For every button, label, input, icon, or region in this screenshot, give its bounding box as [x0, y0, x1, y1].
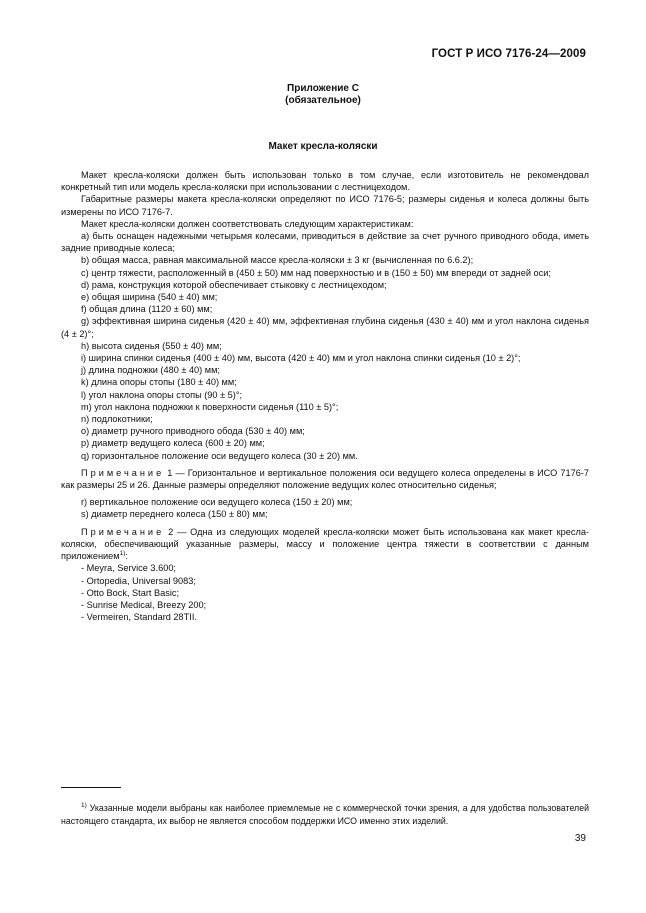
- appendix-subtitle: (обязательное): [285, 95, 361, 106]
- list-item: c) центр тяжести, расположенный в (450 ± 50) мм над поверхностью и в (150 ± 50) мм впереди от задней оси;: [81, 267, 551, 278]
- list-item: j) длина подножки (480 ± 40) мм;: [81, 365, 220, 376]
- list-item: g) эффективная ширина сиденья (420 ± 40) мм, эффективная глубина сиденья (430 ± 40) мм и угол наклона сиденья (4 ± 2)°;: [61, 316, 589, 339]
- footnote-text: Указанные модели выбраны как наиболее приемлемые не с коммерческой точки зрения, а для удобства пользователей настоящего стандарта, их выбор не является способом поддержки ИСО именно этих изделий.: [61, 802, 589, 826]
- note-text-end: :: [125, 551, 128, 562]
- document-id-header: ГОСТ Р ИСО 7176-24—2009: [431, 48, 586, 60]
- note-text: — Одна из следующих моделей кресла-коляски может быть использована как макет кресла-коляски, обеспечивающий указанные размеры, массу и положение центра тяжести в соответствии с данным приложением: [61, 526, 589, 562]
- list-item: a) быть оснащен надежными четырьмя колесами, приводиться в действие за счет ручного приводного обода, иметь задние приводные колеса;: [61, 231, 589, 254]
- list-item: k) длина опоры стопы (180 ± 40) мм;: [81, 377, 237, 388]
- appendix-heading: [0, 83, 646, 107]
- footnote-divider: [61, 787, 121, 788]
- list-item: i) ширина спинки сиденья (400 ± 40) мм, высота (420 ± 40) мм и угол наклона спинки сиденья (10 ± 2)°;: [81, 353, 521, 364]
- list-item: n) подлокотники;: [81, 414, 153, 425]
- note-number: 2: [164, 526, 174, 537]
- note-label: Примечание: [81, 467, 165, 478]
- characteristics-list-continued: [61, 496, 589, 520]
- list-item: - Sunrise Medical, Breezy 200;: [81, 599, 207, 610]
- list-item: e) общая ширина (540 ± 40) мм;: [81, 292, 218, 303]
- list-item: l) угол наклона опоры стопы (90 ± 5)°;: [81, 389, 243, 400]
- note-text: — Горизонтальное и вертикальное положения оси ведущего колеса определены в ИСО 7176-7 как размеры 25 и 26. Данные размеры определяют положение ведущих колес относительно сиденья;: [61, 467, 589, 491]
- note-label: Примечание: [81, 526, 165, 537]
- list-item: - Otto Bock, Start Basic;: [81, 587, 180, 598]
- paragraph-characteristics: Макет кресла-коляски должен соответствовать следующим характеристикам:: [81, 218, 414, 229]
- list-item: r) вертикальное положение оси ведущего колеса (150 ± 20) мм;: [81, 497, 353, 508]
- appendix-title: Приложение С: [287, 83, 359, 94]
- list-item: s) диаметр переднего колеса (150 ± 80) мм;: [81, 509, 268, 520]
- list-item: p) диаметр ведущего колеса (600 ± 20) мм;: [81, 438, 265, 449]
- paragraph-dimensions: Габаритные размеры макета кресла-коляски определяют по ИСО 7176-5; размеры сиденья и колеса должны быть измерены по ИСО 7176-7.: [61, 194, 589, 217]
- footnote-reference: 1): [119, 550, 126, 558]
- list-item: - Ortopedia, Universal 9083;: [81, 575, 196, 586]
- note-number: 1: [164, 467, 173, 478]
- list-item: f) общая длина (1120 ± 60) мм;: [81, 304, 213, 315]
- models-list: [61, 562, 589, 623]
- list-item: q) горизонтальное положение оси ведущего колеса (30 ± 20) мм.: [81, 450, 358, 461]
- paragraph-intro: Макет кресла-коляски должен быть использован только в том случае, если изготовитель не рекомендовал конкретный тип или модель кресла-коляски при использовании с лестницеходом.: [61, 170, 589, 193]
- list-item: - Vermeiren, Standard 28TII.: [81, 612, 197, 623]
- list-item: - Meyra, Service 3.600;: [81, 563, 176, 574]
- note-2: [61, 526, 589, 563]
- footnote: [61, 802, 589, 828]
- list-item: o) диаметр ручного приводного обода (530 ± 40) мм;: [81, 426, 305, 437]
- page-number: 39: [574, 833, 586, 844]
- note-1: [61, 467, 589, 491]
- characteristics-list: [61, 230, 589, 462]
- footnote-mark: 1): [81, 801, 87, 809]
- document-body: [61, 169, 589, 623]
- list-item: h) высота сиденья (550 ± 40) мм;: [81, 340, 222, 351]
- list-item: d) рама, конструкция которой обеспечивает стыковку с лестницеходом;: [81, 279, 387, 290]
- section-title: Макет кресла-коляски: [268, 141, 378, 152]
- list-item: b) общая масса, равная максимальной массе кресла-коляски ± 3 кг (вычисленная по 6.6.2);: [81, 255, 474, 266]
- list-item: m) угол наклона подножки к поверхности сиденья (110 ± 5)°;: [81, 401, 339, 412]
